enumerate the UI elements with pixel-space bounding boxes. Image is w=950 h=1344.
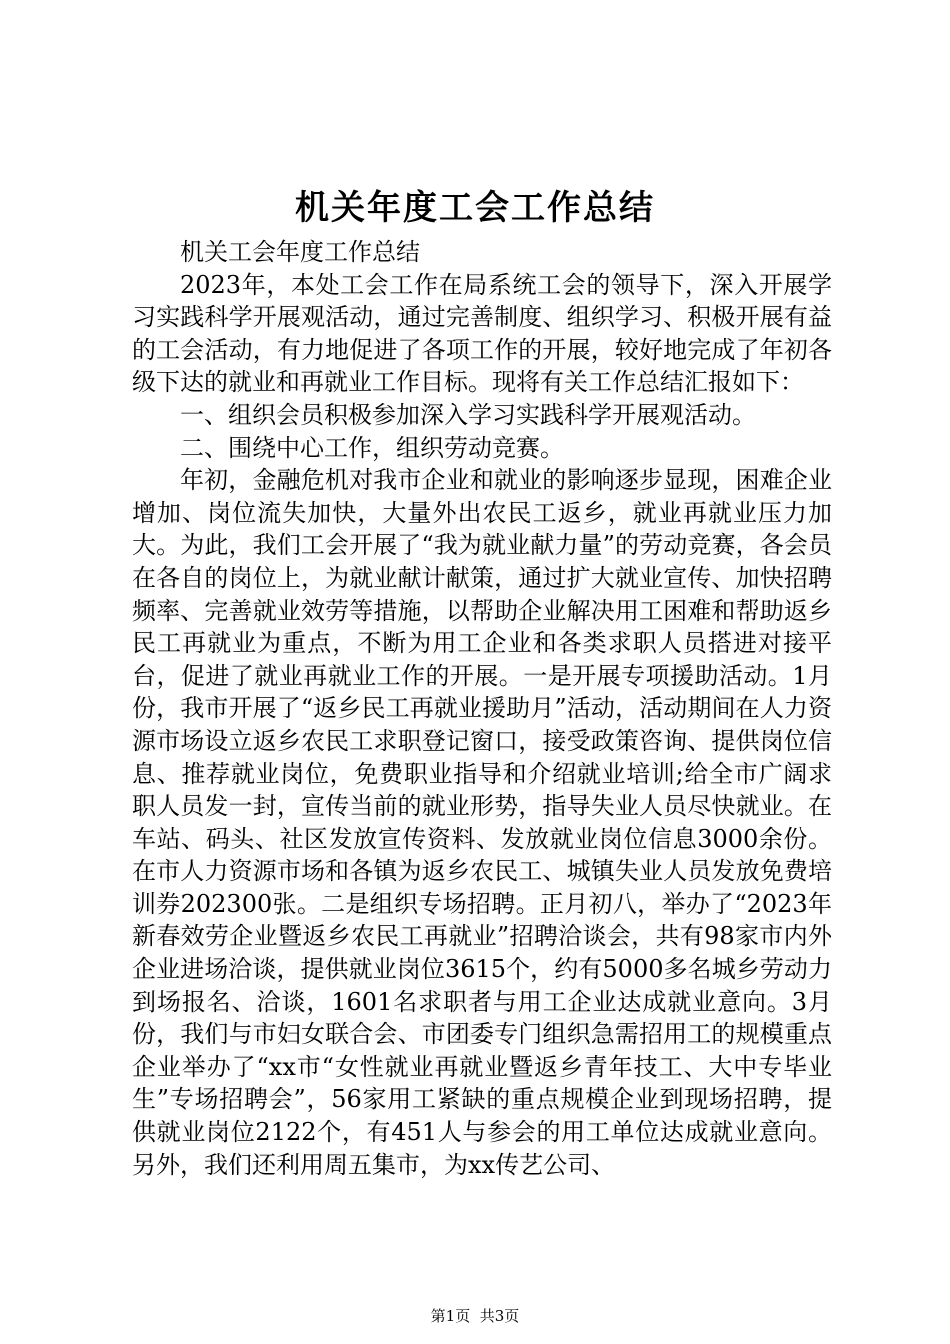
paragraph-section-one: 一、组织会员积极参加深入学习实践科学开展观活动。 — [180, 400, 756, 429]
paragraph-section-two: 二、围绕中心工作，组织劳动竞赛。 — [180, 433, 564, 462]
paragraph-subtitle: 机关工会年度工作总结 — [180, 238, 420, 266]
paragraph-intro: 2023年，本处工会工作在局系统工会的领导下，深入开展学习实践科学开展观活动，通过完善制度、组织学习、积极开展有益的工会活动，有力地促进了各项工作的开展，较好地完成了年初各级下达的就业和再就业工作目标。现将有关工作总结汇报如下： — [132, 270, 832, 397]
document-body — [132, 236, 832, 1181]
page-number: 第1页 — [430, 1307, 471, 1325]
paragraph-body: 年初，金融危机对我市企业和就业的影响逐步显现，困难企业增加、岗位流失加快，大量外出农民工返乡，就业再就业压力加大。为此，我们工会开展了“我为就业献力量”的劳动竞赛，各会员在各自的岗位上，为就业献计献策，通过扩大就业宣传、加快招聘频率、完善就业效劳等措施，以帮助企业解决用工困难和帮助返乡民工再就业为重点，不断为用工企业和各类求职人员搭进对接平台，促进了就业再就业工作的开展。一是开展专项援助活动。1月份，我市开展了“返乡民工再就业援助月”活动，活动期间在人力资源市场设立返乡农民工求职登记窗口，接受政策咨询、提供岗位信息、推荐就业岗位，免费职业指导和介绍就业培训;给全市广阔求职人员发一封，宣传当前的就业形势，指导失业人员尽快就业。在车站、码头、社区发放宣传资料、发放就业岗位信息3000余份。在市人力资源市场和各镇为返乡农民工、城镇失业人员发放免费培训券202300张。二是组织专场招聘。正月初八，举办了“2023年新春效劳企业暨返乡农民工再就业”招聘洽谈会，共有98家市内外企业进场洽谈，提供就业岗位3615个，约有5000多名城乡劳动力到场报名、洽谈，1601名求职者与用工企业达成就业意向。3月份，我们与市妇女联合会、市团委专门组织急需招用工的规模重点企业举办了“xx市“女性就业再就业暨返乡青年技工、大中专毕业生”专场招聘会”，56家用工紧缺的重点规模企业到现场招聘，提供就业岗位2122个，有451人与参会的用工单位达成就业意向。另外，我们还利用周五集市，为xx传艺公司、 — [132, 466, 832, 1179]
document-title: 机关年度工会工作总结 — [295, 188, 655, 228]
page-total: 共3页 — [479, 1307, 520, 1325]
page-footer — [0, 1306, 950, 1326]
